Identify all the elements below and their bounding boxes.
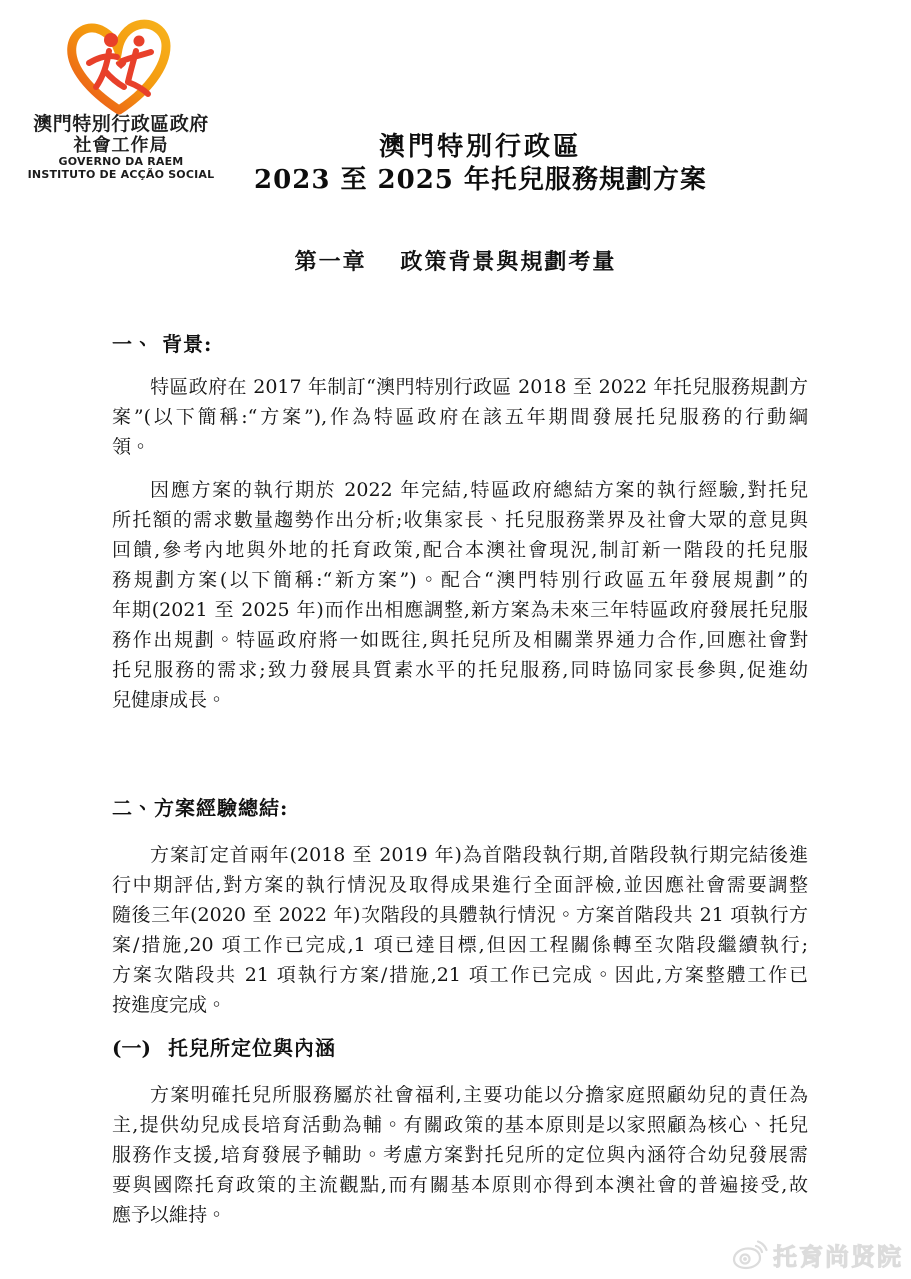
text-line: 行中期評估,對方案的執行情況及取得成果進行全面評檢,並因應社會需要調整 [112,874,808,896]
document-title-line2: 2023 至 2025 年托兒服務規劃方案 [254,165,707,195]
subsection-title: 托兒所定位與內涵 [168,1036,336,1060]
text-line: 務規劃方案(以下簡稱:“新方案”)。配合“澳門特別行政區五年發展規劃”的 [112,569,808,591]
section-heading-background: 一、 背景: [112,332,213,356]
text-line: 案”(以下簡稱:“方案”),作為特區政府在該五年期間發展托兒服務的行動綱 [112,406,808,428]
subsection-heading-positioning [112,1032,336,1061]
text-line: 所托額的需求數量趨勢作出分析;收集家長、托兒服務業界及社會大眾的意見與 [112,509,808,531]
watermark-text: 托育尚贤院 [773,1243,903,1271]
document-title [25,131,911,197]
document-title-line1: 澳門特別行政區 [378,132,582,162]
org-name-zh-line1: 澳門特別行政區政府 [33,113,209,135]
heart-figures-icon [58,14,180,116]
paragraph-summary-1 [112,840,808,1020]
org-name-pt-line2: INSTITUTO DE ACÇÃO SOCIAL [27,167,215,181]
chapter-heading: 第一章 政策背景與規劃考量 [294,249,617,275]
text-line: 方案次階段共 21 項執行方案/措施,21 項工作已完成。因此,方案整體工作已 [112,964,808,986]
text-line: 按進度完成。 [112,994,227,1016]
org-name-zh-line2: 社會工作局 [73,135,169,156]
weibo-icon [730,1239,768,1271]
paragraph-background-2 [112,475,808,715]
text-line: 案/措施,20 項工作已完成,1 項已達目標,但因工程關係轉至次階段繼續執行; [112,934,808,956]
text-line: 特區政府在 2017 年制訂“澳門特別行政區 2018 至 2022 年托兒服務規劃方 [150,376,808,398]
social-welfare-bureau-logo [58,14,180,116]
text-line: 服務作支援,培育發展予輔助。考慮方案對托兒所的定位與內涵符合幼兒發展需 [112,1144,808,1166]
paragraph-background-1 [112,372,808,462]
text-line: 要與國際托育政策的主流觀點,而有關基本原則亦得到本澳社會的普遍接受,故 [112,1174,808,1196]
text-line: 應予以維持。 [112,1204,227,1226]
text-line: 方案訂定首兩年(2018 至 2019 年)為首階段執行期,首階段執行期完結後進 [150,844,808,866]
subsection-marker: (一) [112,1036,151,1060]
text-line: 因應方案的執行期於 2022 年完結,特區政府總結方案的執行經驗,對托兒 [150,479,808,501]
text-line: 年期(2021 至 2025 年)而作出相應調整,新方案為未來三年特區政府發展托兒服 [112,599,808,621]
text-line: 回饋,參考內地與外地的托育政策,配合本澳社會現況,制訂新一階段的托兒服 [112,539,808,561]
text-line: 托兒服務的需求;致力發展具質素水平的托兒服務,同時協同家長參與,促進幼 [112,659,808,681]
text-line: 務作出規劃。特區政府將一如既往,與托兒所及相關業界通力合作,回應社會對 [112,629,808,651]
text-line: 主,提供幼兒成長培育活動為輔。有關政策的基本原則是以家照顧為核心、托兒 [112,1114,808,1136]
paragraph-positioning-1 [112,1080,808,1230]
watermark [730,1237,903,1272]
org-name-pt-line1: GOVERNO DA RAEM [58,155,184,168]
section-heading-summary: 二、方案經驗總結: [112,796,289,820]
text-line: 方案明確托兒所服務屬於社會福利,主要功能以分擔家庭照顧幼兒的責任為 [150,1084,808,1106]
text-line: 兒健康成長。 [112,689,227,711]
text-line: 隨後三年(2020 至 2022 年)次階段的具體執行情況。方案首階段共 21 項執行方 [112,904,808,926]
text-line: 領。 [112,436,151,458]
